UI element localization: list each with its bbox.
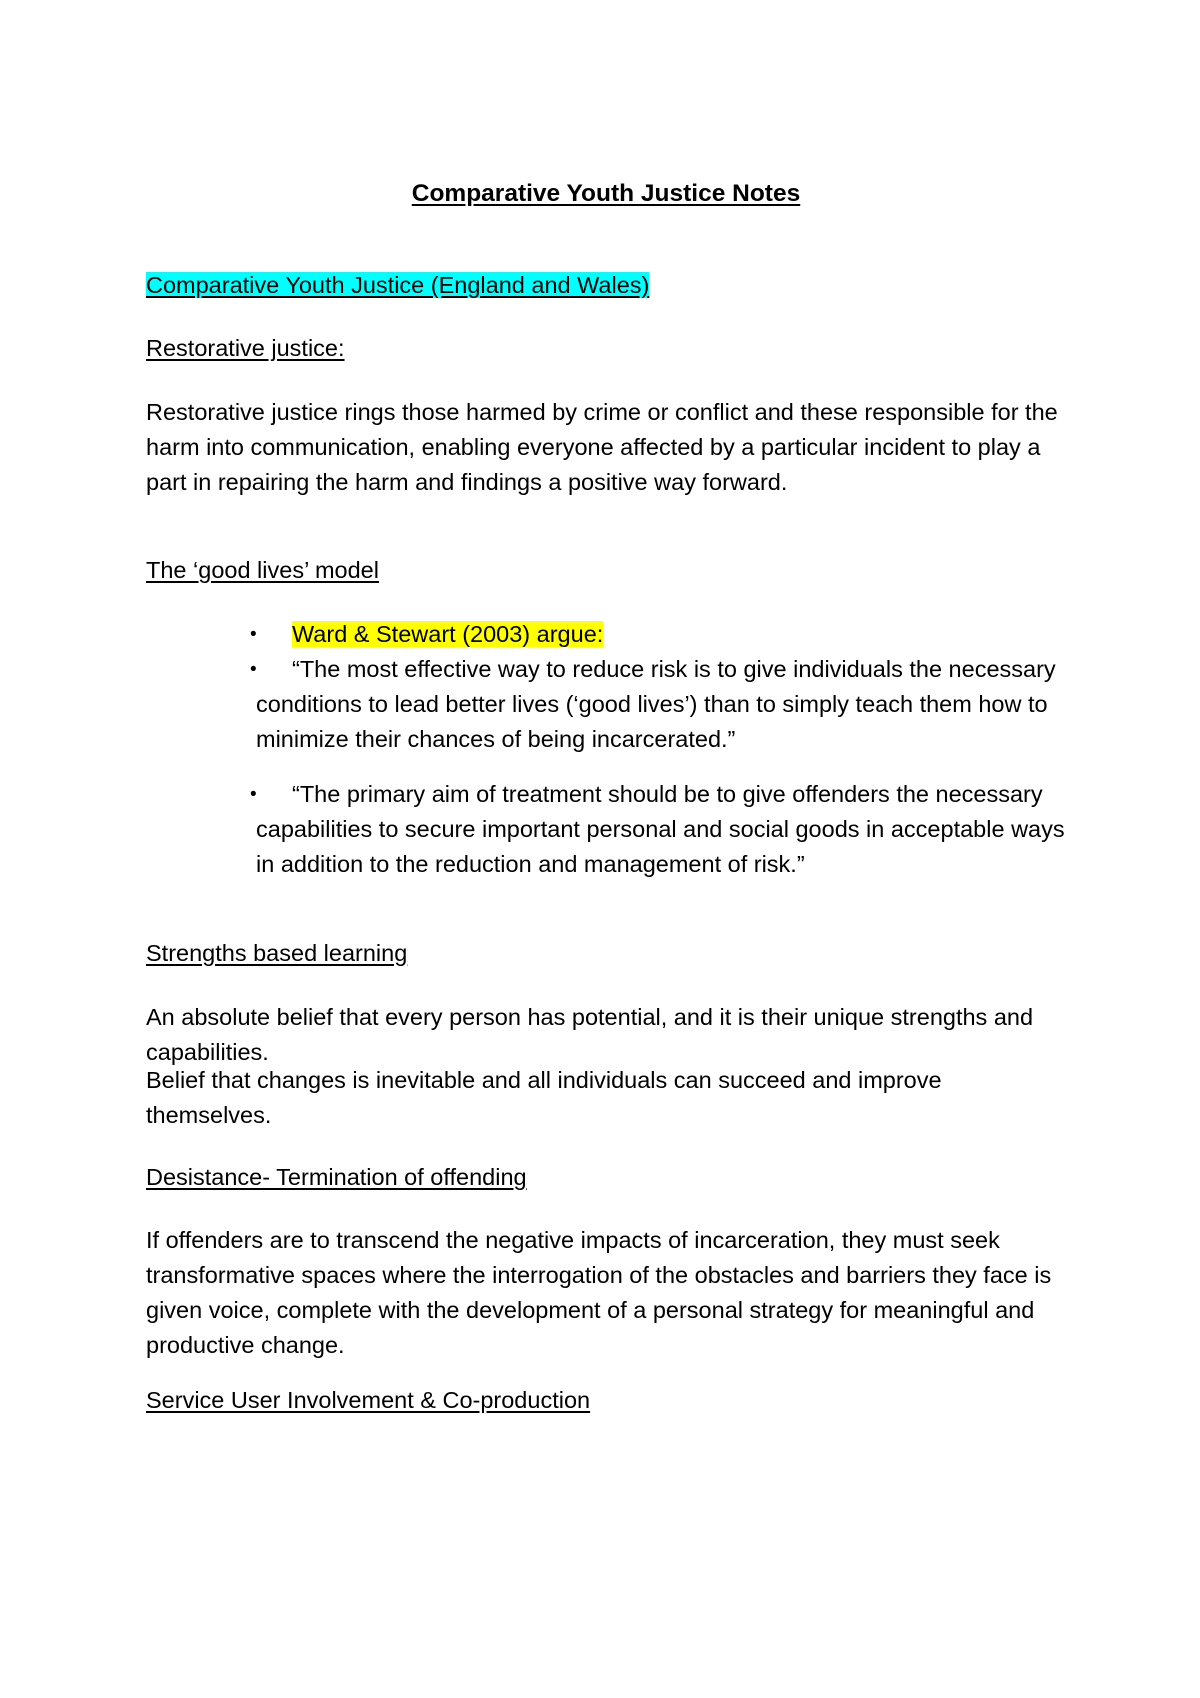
bullet-text: “The primary aim of treatment should be to give offenders the necessary capabilities to secure important personal and social goods in acceptable ways in addition to the reduction and management of risk.” [256, 781, 1065, 877]
cyan-highlight: Comparative Youth Justice (England and Wales) [146, 272, 650, 298]
bullet-icon: • [250, 659, 257, 680]
bullet-item-3 [146, 777, 1066, 882]
bullet-icon: • [250, 784, 257, 805]
restorative-justice-paragraph: Restorative justice rings those harmed by crime or conflict and these responsible for the harm into communication, enabling everyone affected by a particular incident to play a part in repairing the harm and findings a positive way forward. [146, 399, 1058, 495]
section-heading-good-lives: The ‘good lives’ model [146, 557, 379, 583]
strengths-paragraph-2: Belief that changes is inevitable and all individuals can succeed and improve themselves. [146, 1067, 942, 1128]
bullet-icon: • [250, 624, 257, 645]
bullet-item-2 [146, 652, 1066, 757]
good-lives-bullet-list-2 [146, 777, 1066, 882]
section-heading-strengths: Strengths based learning [146, 940, 408, 966]
document-title: Comparative Youth Justice Notes [411, 180, 801, 207]
bullet-item-1 [146, 617, 1066, 652]
section-heading-restorative-justice: Restorative justice: [146, 335, 345, 361]
section-heading-england-wales [146, 268, 1066, 303]
bullet-text [292, 617, 1066, 652]
desistance-paragraph: If offenders are to transcend the negative impacts of incarceration, they must seek transformative spaces where the interrogation of the obstacles and barriers they face is given voice, complete with the development of a personal strategy for meaningful and productive change. [146, 1227, 1052, 1358]
section-heading-service-user: Service User Involvement & Co-production [146, 1387, 591, 1413]
strengths-paragraph-1: An absolute belief that every person has potential, and it is their unique strengths and capabilities. [146, 1004, 1034, 1065]
section-heading-desistance: Desistance- Termination of offending [146, 1164, 527, 1190]
bullet-text: “The most effective way to reduce risk is to give individuals the necessary conditions to lead better lives (‘good lives’) than to simply teach them how to minimize their chances of being incarcerated.” [256, 656, 1056, 752]
good-lives-bullet-list [146, 617, 1066, 757]
yellow-highlight: Ward & Stewart (2003) argue: [292, 621, 604, 647]
